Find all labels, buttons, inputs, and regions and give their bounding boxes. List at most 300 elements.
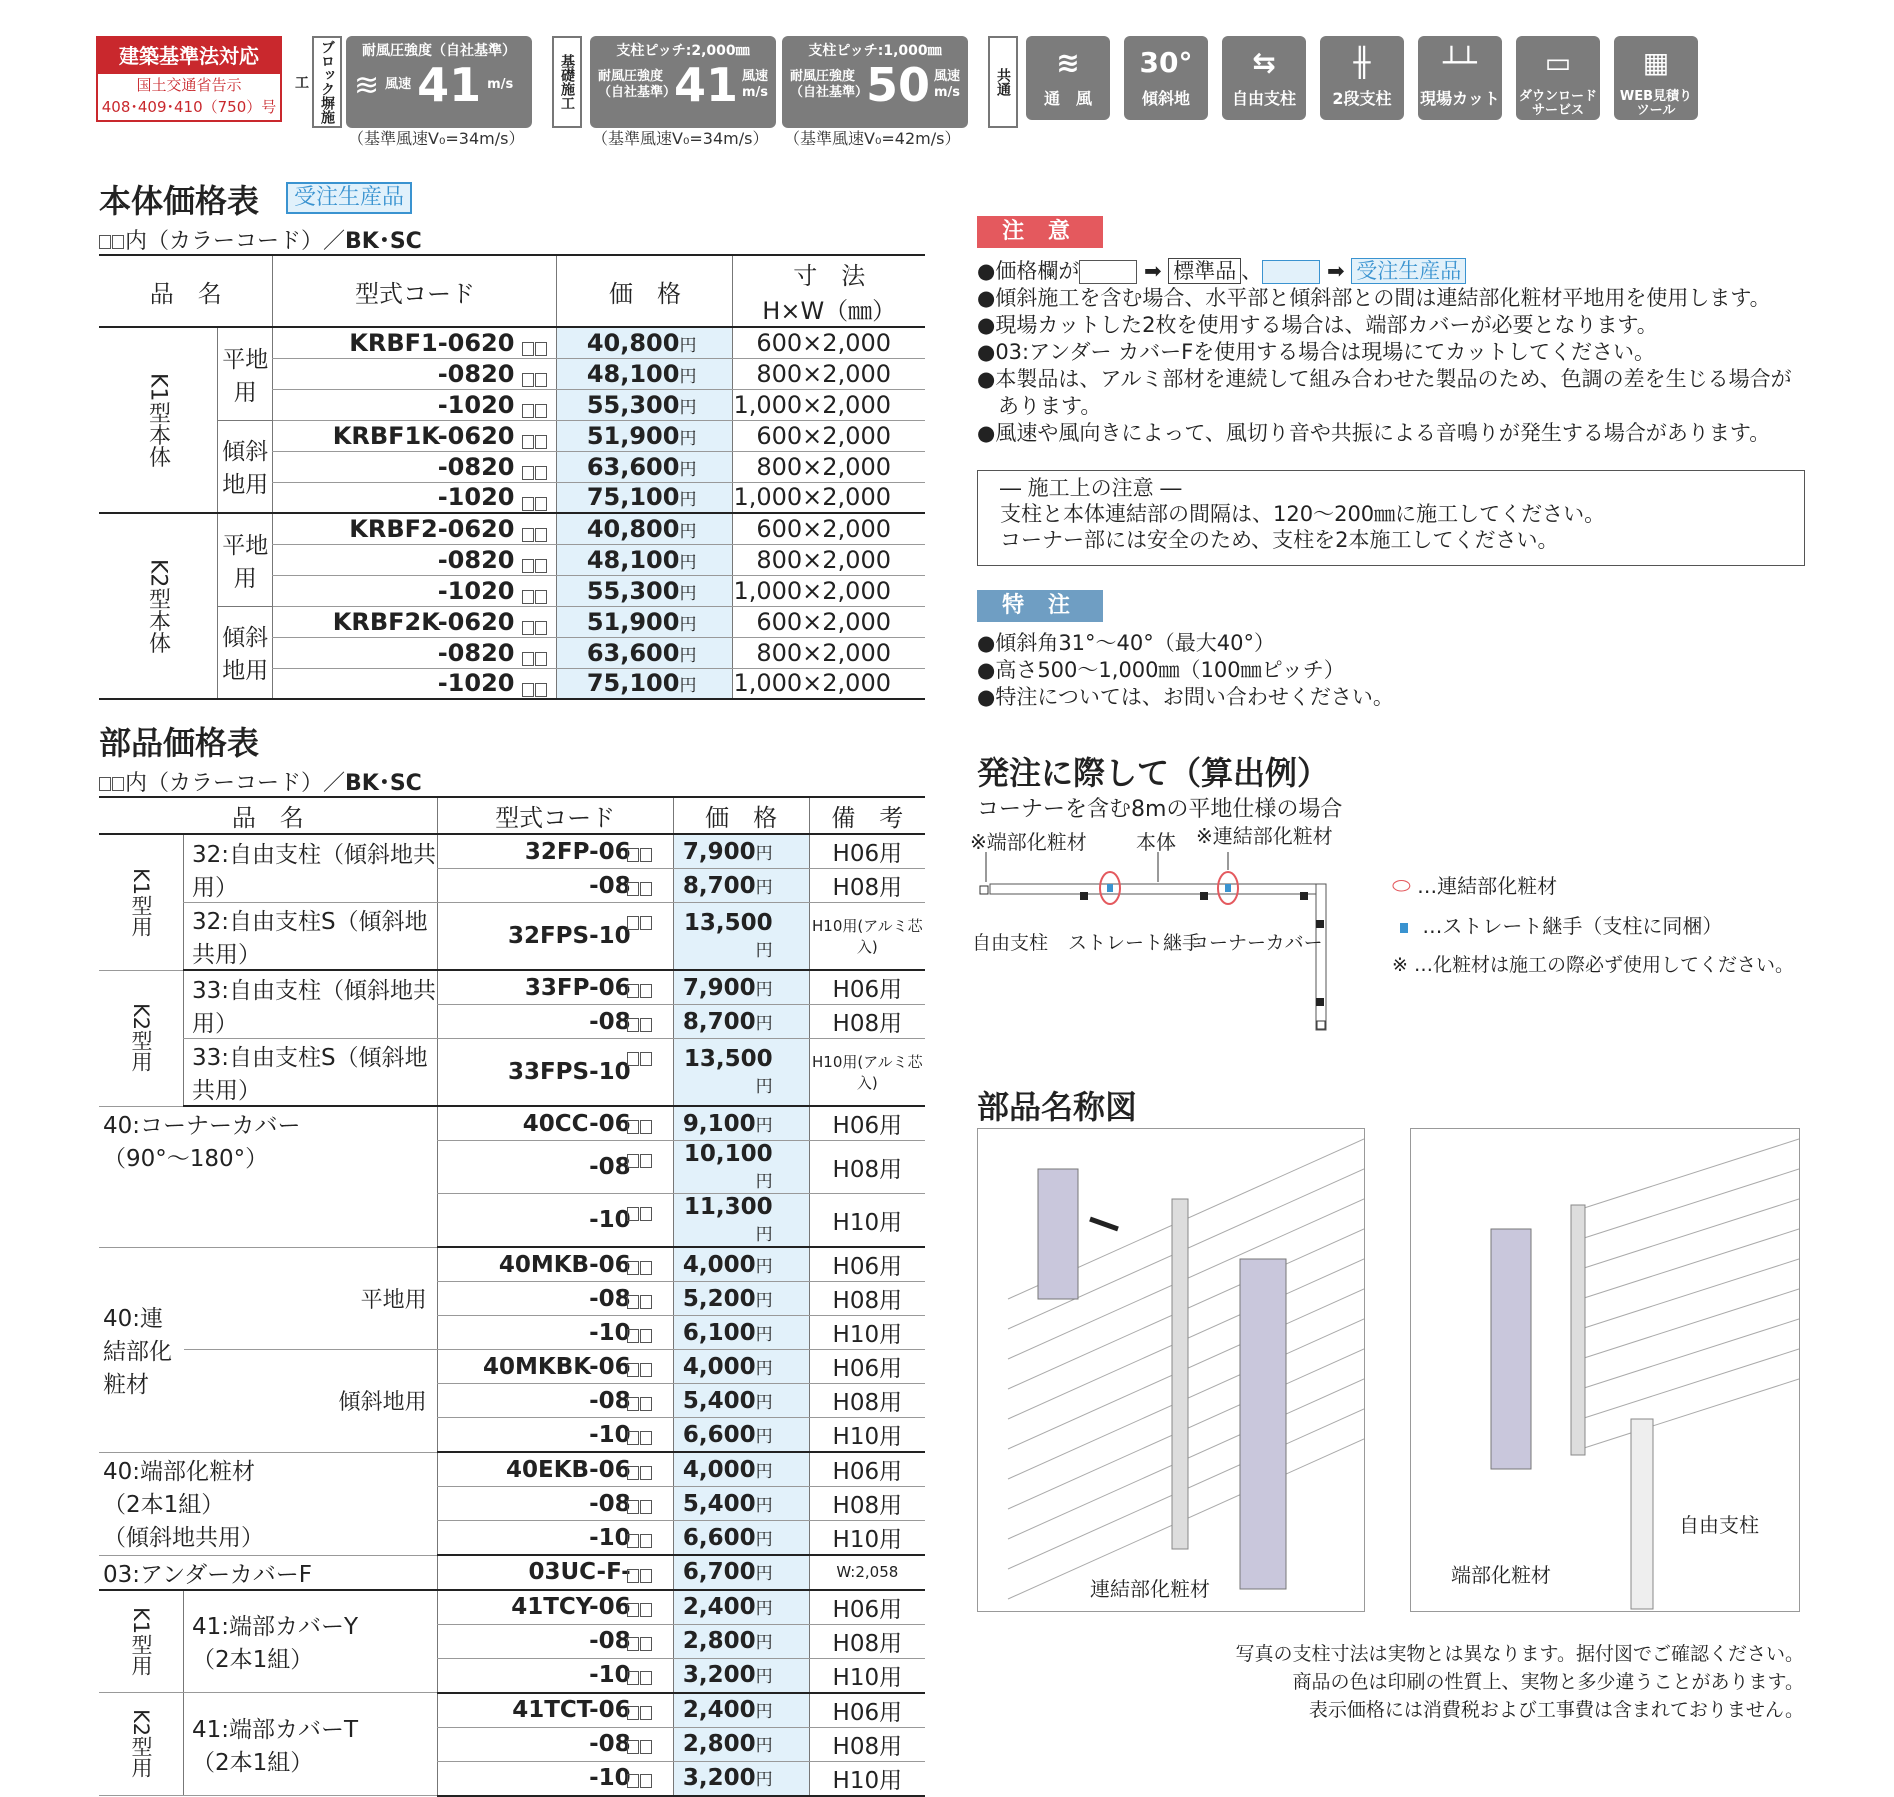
model-code-text: 41TCY-06 bbox=[511, 1594, 631, 1620]
price bbox=[673, 1005, 809, 1039]
color-box bbox=[627, 1261, 639, 1275]
color-box bbox=[112, 777, 124, 791]
special-list bbox=[977, 630, 1394, 711]
icon-symbol: ▦ bbox=[1642, 46, 1670, 79]
part-name bbox=[184, 1590, 438, 1693]
model-code bbox=[273, 358, 557, 389]
yen-unit: 円 bbox=[755, 1225, 773, 1245]
yen-unit: 円 bbox=[755, 1667, 773, 1687]
color-box bbox=[640, 1740, 652, 1754]
col-header-line: 寸 法 bbox=[793, 262, 866, 290]
color-box bbox=[640, 882, 652, 896]
wind-sub-label: 耐風圧強度 bbox=[598, 69, 664, 84]
model-code-text: -08 bbox=[589, 1628, 631, 1654]
model-code-text: -08 bbox=[589, 1387, 631, 1414]
label-joint-material: 連結部化粧材 bbox=[1090, 1573, 1210, 1602]
remark: H10用 bbox=[809, 1194, 925, 1248]
yen-unit: 円 bbox=[679, 428, 697, 449]
model-code-text: -0820 bbox=[437, 545, 515, 574]
price bbox=[557, 637, 733, 668]
parts-price-table bbox=[99, 796, 925, 1797]
icon-symbol: ≋ bbox=[1056, 46, 1080, 79]
part-name: 33:自由支柱S（傾斜地共用） bbox=[184, 1039, 438, 1107]
part-name-line: （2本1組） bbox=[103, 1491, 225, 1518]
calculator-icon[interactable] bbox=[1614, 36, 1698, 120]
color-box bbox=[627, 1329, 639, 1343]
label-joint-material: ※連結部化粧材 bbox=[1196, 824, 1333, 848]
price-value: 51,900 bbox=[586, 421, 680, 450]
dimension: 800×2,000 bbox=[733, 451, 925, 482]
color-boxes bbox=[627, 1562, 653, 1588]
model-code bbox=[437, 1761, 673, 1796]
model-code bbox=[437, 1624, 673, 1658]
model-code-text: KRBF2-0620 bbox=[349, 514, 515, 543]
color-boxes bbox=[627, 1254, 653, 1280]
color-box bbox=[627, 1207, 639, 1221]
price bbox=[673, 869, 809, 903]
caution-item: ●現場カットした2枚を使用する場合は、端部カバーが必要となります。 bbox=[977, 313, 1658, 337]
price bbox=[673, 1761, 809, 1796]
label-straight-joint: ストレート継手 bbox=[1068, 932, 1202, 954]
order-label: 受注生産品 bbox=[1351, 258, 1466, 284]
end-material-photo bbox=[1410, 1128, 1800, 1612]
model-code-text: -1020 bbox=[437, 390, 515, 419]
price-value: 5,400 bbox=[682, 1387, 756, 1414]
icon-symbol: ┴┴ bbox=[1443, 46, 1477, 79]
box-line: 支柱と本体連結部の間隔は、120～200㎜に施工してください。 bbox=[1000, 502, 1606, 526]
color-box bbox=[522, 590, 534, 604]
subgroup-label: 傾斜地用 bbox=[218, 420, 273, 513]
color-box bbox=[640, 1261, 652, 1275]
table-row bbox=[99, 513, 925, 544]
download-icon[interactable] bbox=[1516, 36, 1600, 120]
yen-unit: 円 bbox=[755, 1324, 773, 1345]
fence-end-illustration bbox=[1411, 1129, 1799, 1611]
color-boxes bbox=[627, 841, 653, 867]
price bbox=[673, 1693, 809, 1728]
color-boxes bbox=[627, 875, 653, 901]
color-box bbox=[640, 1706, 652, 1720]
remark: H08用 bbox=[809, 1141, 925, 1194]
icon-symbol: 30° bbox=[1139, 46, 1193, 79]
color-box bbox=[535, 404, 547, 418]
price-value: 63,600 bbox=[586, 452, 680, 481]
legend-text: …連結部化粧材 bbox=[1417, 874, 1558, 898]
legend-straight bbox=[1392, 910, 1722, 939]
remark: H10用(アルミ芯入) bbox=[809, 1039, 925, 1107]
box-line: コーナー部には安全のため、支柱を2本施工してください。 bbox=[1000, 528, 1559, 552]
color-box bbox=[535, 652, 547, 666]
col-header: 型式コード bbox=[273, 255, 557, 327]
certification-badge bbox=[96, 36, 282, 122]
wind-sub-label: （自社基準） bbox=[790, 85, 869, 100]
model-code-text: -10 bbox=[589, 1207, 631, 1233]
model-code bbox=[437, 1350, 673, 1384]
color-box bbox=[640, 984, 652, 998]
model-code-text: 40MKB-06 bbox=[498, 1251, 631, 1278]
remark: W:2,058 bbox=[809, 1555, 925, 1590]
color-boxes bbox=[627, 909, 653, 935]
price-value: 4,000 bbox=[682, 1251, 756, 1278]
model-code bbox=[273, 513, 557, 544]
price bbox=[673, 903, 809, 971]
wind-speed-label: 風速 bbox=[933, 69, 960, 84]
color-box bbox=[640, 1671, 652, 1685]
model-code bbox=[437, 1452, 673, 1487]
legend-text: …ストレート継手（支柱に同梱） bbox=[1422, 914, 1723, 938]
model-code-text: -08 bbox=[589, 1285, 631, 1312]
yen-unit: 円 bbox=[755, 1529, 773, 1550]
remark: H10用 bbox=[809, 1316, 925, 1350]
model-code bbox=[437, 903, 673, 971]
table-row bbox=[99, 327, 925, 358]
model-code bbox=[437, 1590, 673, 1625]
yen-unit: 円 bbox=[755, 1358, 773, 1379]
price-value: 2,800 bbox=[682, 1628, 756, 1654]
col-header-line: H×W（㎜） bbox=[762, 297, 897, 325]
label-end-material: 端部化粧材 bbox=[1451, 1559, 1551, 1588]
color-box bbox=[535, 683, 547, 697]
price-value: 40,800 bbox=[586, 514, 680, 543]
price bbox=[673, 1247, 809, 1282]
color-box bbox=[640, 1120, 652, 1134]
part-name-line: 32:自由支柱（傾斜地共用） bbox=[192, 841, 437, 901]
color-box bbox=[627, 1500, 639, 1514]
color-box bbox=[627, 1671, 639, 1685]
dimension: 1,000×2,000 bbox=[733, 668, 925, 699]
color-box bbox=[522, 342, 534, 356]
table-row bbox=[99, 1452, 925, 1487]
table-row bbox=[99, 420, 925, 451]
group-label: K2型用 bbox=[99, 1693, 184, 1796]
cert-title: 建築基準法対応 bbox=[98, 38, 280, 74]
color-boxes bbox=[627, 1045, 653, 1071]
color-box bbox=[99, 235, 111, 249]
color-box bbox=[535, 435, 547, 449]
wind-sub-label: （自社基準） bbox=[598, 85, 677, 100]
model-code bbox=[437, 1194, 673, 1248]
caution-comma: 、 bbox=[1241, 259, 1263, 283]
model-code-text: KRBF1-0620 bbox=[349, 328, 515, 357]
model-code-text: 40MKBK-06 bbox=[483, 1353, 631, 1380]
remark: H06用 bbox=[809, 1693, 925, 1728]
color-boxes bbox=[627, 1631, 653, 1657]
price bbox=[557, 606, 733, 637]
block-wind-std: （基準風速V₀=34m/s） bbox=[348, 129, 525, 148]
price-value: 4,000 bbox=[682, 1353, 756, 1380]
col-header bbox=[733, 255, 925, 327]
price-value: 40,800 bbox=[586, 328, 680, 357]
model-code bbox=[437, 1727, 673, 1761]
price-value: 6,700 bbox=[682, 1559, 756, 1586]
foundation-wind-badge-1 bbox=[590, 36, 776, 128]
wind-icon: ≋ bbox=[354, 67, 380, 103]
model-code bbox=[437, 1141, 673, 1194]
color-box bbox=[535, 466, 547, 480]
made-to-order-badge: 受注生産品 bbox=[286, 182, 412, 214]
wind-icon bbox=[1026, 36, 1110, 120]
model-code-text: -08 bbox=[589, 1154, 631, 1180]
price-value: 8,700 bbox=[682, 872, 756, 899]
model-code-text: 40EKB-06 bbox=[506, 1456, 631, 1483]
label-corner-cover: コーナーカバー bbox=[1190, 932, 1323, 954]
icon-label: 通 風 bbox=[1043, 89, 1092, 108]
fence-joint-illustration bbox=[978, 1129, 1364, 1611]
model-code bbox=[437, 1247, 673, 1282]
table-row bbox=[99, 903, 925, 971]
color-boxes bbox=[627, 1147, 653, 1173]
part-name-line: 41:端部カバーT bbox=[192, 1717, 359, 1743]
color-boxes bbox=[627, 1665, 653, 1691]
part-name: 40:連結部化粧材 bbox=[99, 1247, 184, 1452]
white-box bbox=[1079, 260, 1137, 284]
model-code-text: -0820 bbox=[437, 638, 515, 667]
price-value: 5,200 bbox=[682, 1285, 756, 1312]
model-code bbox=[437, 1005, 673, 1039]
yen-unit: 円 bbox=[679, 459, 697, 480]
price-value: 48,100 bbox=[586, 359, 680, 388]
model-code bbox=[437, 1316, 673, 1350]
model-code-text: -1020 bbox=[437, 576, 515, 605]
construction-note-box bbox=[977, 470, 1805, 566]
label-end-material: ※端部化粧材 bbox=[970, 830, 1087, 854]
color-boxes bbox=[627, 977, 653, 1003]
sub-label: 平地用 bbox=[184, 1247, 438, 1350]
col-header: 価 格 bbox=[557, 255, 733, 327]
model-code-text: -10 bbox=[589, 1421, 631, 1448]
price-value: 9,100 bbox=[682, 1110, 756, 1137]
color-box bbox=[522, 528, 534, 542]
yen-unit: 円 bbox=[755, 1013, 773, 1034]
model-code-text: 33FPS-10 bbox=[507, 1059, 631, 1085]
model-code bbox=[273, 544, 557, 575]
color-box bbox=[627, 1397, 639, 1411]
yen-unit: 円 bbox=[679, 521, 697, 542]
foundation-wind-std-2: （基準風速V₀=42m/s） bbox=[784, 129, 961, 148]
model-code bbox=[437, 1693, 673, 1728]
footer-notes bbox=[1236, 1640, 1804, 1724]
footer-line: 表示価格には消費税および工事費は含まれておりません。 bbox=[1308, 1699, 1804, 1721]
pitch-title: 支柱ピッチ:1,000㎜ bbox=[808, 43, 942, 59]
color-boxes bbox=[627, 1527, 653, 1553]
price-value: 7,900 bbox=[682, 974, 756, 1001]
price-value: 4,000 bbox=[682, 1456, 756, 1483]
model-code bbox=[437, 970, 673, 1005]
yen-unit: 円 bbox=[679, 366, 697, 387]
color-box bbox=[522, 652, 534, 666]
yen-unit: 円 bbox=[679, 490, 697, 511]
part-name-line: 40:端部化粧材 bbox=[103, 1458, 256, 1485]
remark: H08用 bbox=[809, 1282, 925, 1316]
price bbox=[673, 1384, 809, 1418]
yen-unit: 円 bbox=[755, 1770, 773, 1790]
yen-unit: 円 bbox=[679, 552, 697, 573]
dimension: 600×2,000 bbox=[733, 420, 925, 451]
table-row bbox=[99, 1039, 925, 1107]
wind-speed-label: 風速 bbox=[385, 77, 412, 92]
model-code-text: 40CC-06 bbox=[522, 1110, 631, 1137]
price bbox=[673, 1521, 809, 1556]
color-box bbox=[627, 1431, 639, 1445]
price bbox=[673, 834, 809, 869]
dimension: 600×2,000 bbox=[733, 513, 925, 544]
model-code-text: -08 bbox=[589, 872, 631, 899]
dimension: 1,000×2,000 bbox=[733, 389, 925, 420]
color-boxes bbox=[627, 1356, 653, 1382]
icon-label: WEB見積りツール bbox=[1619, 89, 1693, 118]
model-code bbox=[273, 327, 557, 358]
color-box bbox=[535, 528, 547, 542]
caution-item: ●風速や風向きによって、風切り音や共振による音鳴りが発生する場合があります。 bbox=[977, 421, 1771, 445]
color-box bbox=[640, 1154, 652, 1168]
color-boxes bbox=[627, 1011, 653, 1037]
price bbox=[673, 1141, 809, 1194]
color-box bbox=[640, 1637, 652, 1651]
model-code-text: -1020 bbox=[437, 669, 515, 698]
price bbox=[673, 1555, 809, 1590]
model-code bbox=[437, 1521, 673, 1556]
cert-line: 国土交通省告示 bbox=[136, 76, 242, 94]
color-box bbox=[627, 1637, 639, 1651]
color-box bbox=[640, 1295, 652, 1309]
wind-speed-value: 41 bbox=[417, 58, 482, 112]
color-box bbox=[627, 1154, 639, 1168]
color-boxes bbox=[627, 1597, 653, 1623]
caution-prefix: ●価格欄が bbox=[977, 259, 1080, 283]
model-code-text: 32FPS-10 bbox=[507, 923, 631, 949]
part-name: 03:アンダーカバーF bbox=[99, 1555, 437, 1590]
price bbox=[673, 1624, 809, 1658]
part-name: 32:自由支柱S（傾斜地共用） bbox=[184, 903, 438, 971]
model-code-text: -0820 bbox=[437, 359, 515, 388]
group-label: K1型用 bbox=[99, 834, 184, 970]
yen-unit: 円 bbox=[755, 1172, 773, 1192]
wind-speed-unit: m/s bbox=[741, 85, 768, 100]
remark: H06用 bbox=[809, 1247, 925, 1282]
oval-icon: ⬭ bbox=[1392, 874, 1411, 899]
caution-legend: ●価格欄が ➡ 標準品 、 ➡ 受注生産品 bbox=[977, 258, 1827, 285]
price bbox=[673, 1282, 809, 1316]
color-box bbox=[535, 621, 547, 635]
color-box bbox=[627, 1534, 639, 1548]
price-value: 11,300 bbox=[683, 1194, 773, 1220]
caution-tag: 注 意 bbox=[977, 216, 1103, 248]
subgroup-label: 平地用 bbox=[218, 513, 273, 606]
model-code-text: -08 bbox=[589, 1008, 631, 1035]
model-code bbox=[437, 1384, 673, 1418]
part-name-line: 40:コーナーカバー bbox=[103, 1113, 301, 1139]
yen-unit: 円 bbox=[755, 1702, 773, 1722]
model-code bbox=[273, 606, 557, 637]
remark: H10用 bbox=[809, 1418, 925, 1453]
color-box bbox=[522, 466, 534, 480]
part-name-line: （90°～180°） bbox=[103, 1146, 269, 1172]
price bbox=[673, 1590, 809, 1625]
color-note-text: 内（カラーコード）／ bbox=[125, 771, 346, 796]
model-code-text: 03UC-F- bbox=[528, 1559, 631, 1586]
color-box bbox=[522, 683, 534, 697]
model-code-text: -10 bbox=[589, 1662, 631, 1688]
parts-figure-title: 部品名称図 bbox=[977, 1088, 1138, 1126]
col-header: 品 名 bbox=[99, 797, 437, 834]
yen-unit: 円 bbox=[755, 1736, 773, 1756]
yen-unit: 円 bbox=[755, 843, 773, 864]
price bbox=[557, 513, 733, 544]
color-boxes bbox=[627, 1493, 653, 1519]
color-box bbox=[627, 1018, 639, 1032]
color-box bbox=[99, 777, 111, 791]
yen-unit: 円 bbox=[755, 1256, 773, 1277]
color-box bbox=[522, 373, 534, 387]
color-box bbox=[627, 984, 639, 998]
price bbox=[557, 327, 733, 358]
yen-unit: 円 bbox=[755, 1461, 773, 1482]
color-box bbox=[627, 1363, 639, 1377]
model-code bbox=[273, 420, 557, 451]
caution-item: ●傾斜施工を含む場合、水平部と傾斜部との間は連結部化粧材平地用を使用します。 bbox=[977, 286, 1771, 310]
model-code-text: -10 bbox=[589, 1765, 631, 1791]
wind-sub-label: 耐風圧強度 bbox=[790, 69, 856, 84]
price bbox=[673, 1316, 809, 1350]
color-box bbox=[522, 404, 534, 418]
model-code bbox=[437, 834, 673, 869]
part-name-line: （2本1組） bbox=[192, 1750, 314, 1776]
price bbox=[557, 451, 733, 482]
wind-speed-unit: m/s bbox=[933, 85, 960, 100]
yen-unit: 円 bbox=[679, 583, 697, 604]
icon-symbol: ▭ bbox=[1544, 46, 1572, 79]
color-codes: BK･SC bbox=[345, 771, 422, 796]
table-row bbox=[99, 1590, 925, 1625]
model-code-text: -08 bbox=[589, 1731, 631, 1757]
order-example-subtitle: コーナーを含む8mの平地仕様の場合 bbox=[977, 797, 1343, 822]
caution-item: ●03:アンダー カバーFを使用する場合は現場にてカットしてください。 bbox=[977, 340, 1655, 364]
price-value: 3,200 bbox=[682, 1662, 756, 1688]
model-code-text: 32FP-06 bbox=[524, 838, 631, 865]
wind-speed-unit: m/s bbox=[487, 77, 514, 92]
price bbox=[673, 1658, 809, 1693]
part-name bbox=[99, 1106, 437, 1247]
color-boxes bbox=[627, 1459, 653, 1485]
color-box bbox=[627, 1295, 639, 1309]
order-diagram bbox=[970, 826, 1390, 1036]
pitch-title: 支柱ピッチ:2,000㎜ bbox=[616, 43, 750, 59]
yen-unit: 円 bbox=[679, 614, 697, 635]
price bbox=[673, 1106, 809, 1141]
dimension: 800×2,000 bbox=[733, 544, 925, 575]
main-table-title: 本体価格表 bbox=[99, 182, 260, 220]
color-codes: BK･SC bbox=[345, 229, 422, 254]
model-code-text: KRBF1K-0620 bbox=[332, 421, 515, 450]
price-value: 75,100 bbox=[586, 669, 680, 698]
icon-label: 2段支柱 bbox=[1332, 89, 1392, 108]
group-label: K2型用 bbox=[99, 970, 184, 1106]
price-value: 13,500 bbox=[683, 1046, 773, 1072]
model-code bbox=[437, 1039, 673, 1107]
table-row bbox=[99, 970, 925, 1005]
group-label: K2型本体 bbox=[99, 513, 218, 699]
caution-list bbox=[977, 258, 1827, 447]
model-code bbox=[437, 1555, 673, 1590]
cert-line: 408･409･410（750）号 bbox=[101, 98, 277, 116]
label-free-post: 自由支柱 bbox=[1679, 1509, 1759, 1538]
color-box bbox=[535, 590, 547, 604]
yen-unit: 円 bbox=[755, 1564, 773, 1585]
yen-unit: 円 bbox=[679, 645, 697, 666]
wind-speed-label: 風速 bbox=[741, 69, 768, 84]
price-value: 13,500 bbox=[683, 910, 773, 936]
remark: H06用 bbox=[809, 1106, 925, 1141]
